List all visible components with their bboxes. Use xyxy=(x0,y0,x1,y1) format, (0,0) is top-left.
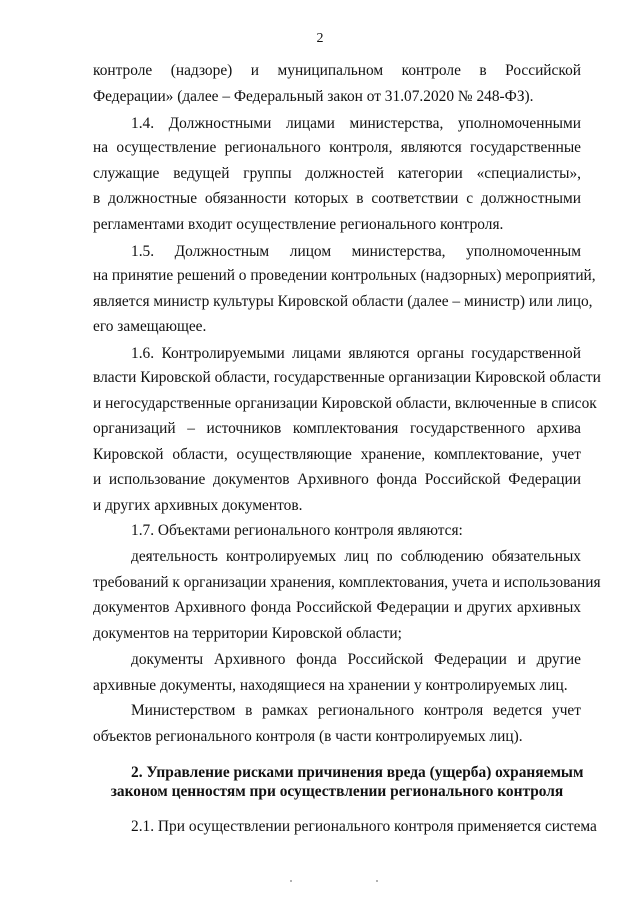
text-line: организаций – источников комплектования государственного архива xyxy=(93,420,581,437)
text-line: 1.4. Должностными лицами министерства, уполномоченными xyxy=(131,115,581,132)
text-line: 1.7. Объектами регионального контроля являются: xyxy=(131,522,463,539)
text-line: власти Кировской области, государственные организации Кировской области xyxy=(93,369,601,386)
text-line: его замещающее. xyxy=(93,318,207,335)
page-number: 2 xyxy=(316,31,324,46)
text-line: Министерством в рамках регионального контроля ведется учет xyxy=(131,702,581,719)
text-line: 2.1. При осуществлении регионального контроля применяется система xyxy=(131,818,597,835)
section-heading: законом ценностям при осуществлении регионального контроля xyxy=(110,783,564,800)
text-line: в должностные обязанности которых в соответствии с должностными xyxy=(93,190,581,207)
scan-speck xyxy=(290,880,292,882)
text-line: 1.5. Должностным лицом министерства, уполномоченным xyxy=(131,243,581,260)
text-line: на принятие решений о проведении контрольных (надзорных) мероприятий, xyxy=(93,267,596,284)
text-line: архивные документы, находящиеся на хранении у контролируемых лиц. xyxy=(93,677,568,694)
text-line: документов на территории Кировской области; xyxy=(93,625,402,642)
text-line: контроле (надзоре) и муниципальном контроле в Российской xyxy=(93,62,581,79)
text-line: требований к организации хранения, комплектования, учета и использования xyxy=(93,574,601,591)
text-line: и негосударственные организации Кировской области, включенные в список xyxy=(93,395,597,412)
text-line: на осуществление регионального контроля, являются государственные xyxy=(93,139,581,156)
text-line: является министр культуры Кировской области (далее – министр) или лицо, xyxy=(93,293,593,310)
text-line: Кировской области, осуществляющие хранение, комплектование, учет xyxy=(93,446,581,463)
text-line: документов Архивного фонда Российской Федерации и других архивных xyxy=(93,599,581,616)
text-line: деятельность контролируемых лиц по соблюдению обязательных xyxy=(131,548,581,565)
text-line: и других архивных документов. xyxy=(93,497,303,514)
text-line: объектов регионального контроля (в части контролируемых лиц). xyxy=(93,728,523,745)
section-heading: 2. Управление рисками причинения вреда (ущерба) охраняемым xyxy=(131,764,584,781)
text-line: регламентами входит осуществление регионального контроля. xyxy=(93,216,504,233)
text-line: 1.6. Контролируемыми лицами являются органы государственной xyxy=(131,345,581,362)
text-line: служащие ведущей группы должностей категории «специалисты», xyxy=(93,165,581,182)
text-line: Федерации» (далее – Федеральный закон от 31.07.2020 № 248-ФЗ). xyxy=(93,88,534,105)
text-line: документы Архивного фонда Российской Федерации и другие xyxy=(131,651,581,668)
scan-speck xyxy=(376,880,378,882)
text-line: и использование документов Архивного фонда Российской Федерации xyxy=(93,471,581,488)
